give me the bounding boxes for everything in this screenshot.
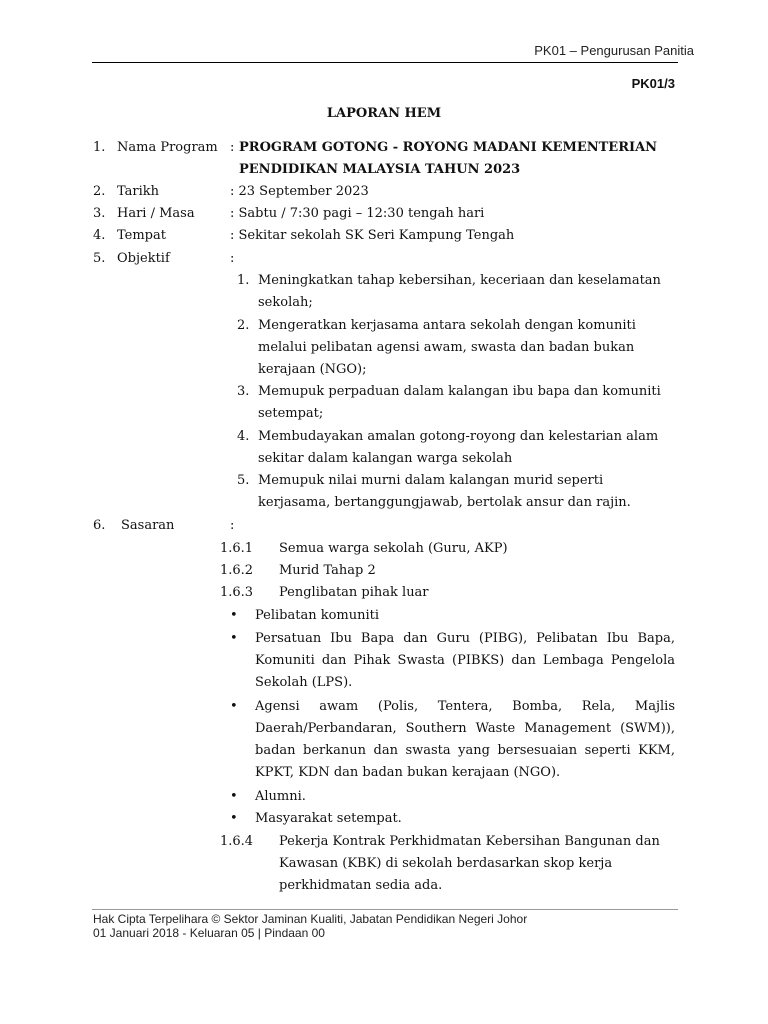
target-text: Murid Tahap 2	[279, 563, 376, 578]
objective-text: Memupuk perpaduan dalam kalangan ibu bapa dan komuniti setempat;	[258, 384, 661, 421]
target-number: 1.6.3	[220, 585, 254, 600]
program-name-line2: PENDIDIKAN MALAYSIA TAHUN 2023	[239, 162, 521, 177]
field-colon: :	[230, 140, 235, 155]
bullet-icon: •	[230, 699, 238, 714]
target-text: Semua warga sekolah (Guru, AKP)	[279, 541, 508, 556]
field-number: 6.	[93, 518, 106, 533]
objective-item	[237, 315, 677, 381]
target-number: 1.6.2	[220, 563, 254, 578]
field-label: Tempat	[117, 228, 166, 243]
target-text: Penglibatan pihak luar	[279, 585, 429, 600]
objective-number: 3.	[237, 384, 250, 399]
program-name-line1: PROGRAM GOTONG - ROYONG MADANI KEMENTERIAN	[239, 140, 658, 155]
objective-item	[237, 470, 677, 514]
bullet-item	[230, 628, 675, 694]
bullet-item	[230, 605, 675, 627]
bullet-text: Alumni.	[255, 789, 306, 804]
field-colon: :	[230, 518, 235, 533]
objective-text: Mengeratkan kerjasama antara sekolah dengan komuniti melalui pelibatan agensi awam, swasta dan badan bukan kerajaan (NGO);	[258, 318, 636, 377]
field-label: Objektif	[117, 251, 170, 266]
bullet-text: Pelibatan komuniti	[255, 608, 380, 623]
objective-number: 4.	[237, 429, 250, 444]
bullet-text: Agensi awam (Polis, Tentera, Bomba, Rela, Majlis Daerah/Perbandaran, Southern Waste Management (SWM)), badan berkanun dan swasta yang bersesuaian seperti KKM, KPKT, KDN dan badan bukan kerajaan (NGO).	[255, 699, 675, 780]
bullet-text: Masyarakat setempat.	[255, 811, 402, 826]
field-label: Sasaran	[121, 518, 175, 533]
header-divider	[92, 62, 678, 63]
field-number: 4.	[93, 228, 106, 243]
field-colon: :	[230, 251, 235, 266]
footer-divider	[92, 909, 678, 910]
field-label: Hari / Masa	[117, 206, 195, 221]
target-text-line2: Kawasan (KBK) di sekolah berdasarkan skop kerja	[279, 856, 613, 871]
field-number: 1.	[93, 140, 106, 155]
target-text-line1: Pekerja Kontrak Perkhidmatan Kebersihan Bangunan dan	[279, 834, 660, 849]
footer-issue-info: 01 Januari 2018 - Keluaran 05 | Pindaan 00	[93, 926, 325, 940]
field-label: Nama Program	[117, 140, 218, 155]
document-reference: PK01/3	[631, 76, 675, 91]
objective-text: Memupuk nilai murni dalam kalangan murid seperti kerjasama, bertanggungjawab, bertolak ansur dan rajin.	[258, 473, 631, 510]
field-number: 5.	[93, 251, 106, 266]
field-label: Tarikh	[117, 184, 160, 199]
bullet-icon: •	[230, 789, 238, 804]
target-number: 1.6.1	[220, 541, 254, 556]
objective-text: Membudayakan amalan gotong-royong dan kelestarian alam sekitar dalam kalangan warga sekolah	[258, 429, 659, 466]
objective-text: Meningkatkan tahap kebersihan, keceriaan dan keselamatan sekolah;	[258, 273, 661, 310]
form-title: PK01 – Pengurusan Panitia	[534, 43, 694, 58]
bullet-text: Persatuan Ibu Bapa dan Guru (PIBG), Pelibatan Ibu Bapa, Komuniti dan Pihak Swasta (PIBKS) dan Lembaga Pengelola Sekolah (LPS).	[255, 631, 675, 690]
field-number: 3.	[93, 206, 106, 221]
field-number: 2.	[93, 184, 106, 199]
date-value: : 23 September 2023	[230, 184, 369, 199]
report-title: LAPORAN HEM	[326, 106, 442, 121]
day-time-value: : Sabtu / 7:30 pagi – 12:30 tengah hari	[230, 206, 485, 221]
footer-copyright: Hak Cipta Terpelihara © Sektor Jaminan Kualiti, Jabatan Pendidikan Negeri Johor	[93, 912, 528, 926]
target-number: 1.6.4	[220, 834, 254, 849]
objective-number: 5.	[237, 473, 250, 488]
objective-item	[237, 426, 677, 470]
place-value: : Sekitar sekolah SK Seri Kampung Tengah	[230, 228, 515, 243]
objective-item	[237, 381, 677, 425]
bullet-icon: •	[230, 811, 238, 826]
target-text-line3: perkhidmatan sedia ada.	[279, 878, 443, 893]
objective-number: 1.	[237, 273, 250, 288]
bullet-icon: •	[230, 631, 238, 646]
bullet-icon: •	[230, 608, 238, 623]
bullet-item	[230, 696, 675, 784]
bullet-item	[230, 786, 675, 808]
objective-number: 2.	[237, 318, 250, 333]
bullet-item	[230, 808, 675, 830]
objective-item	[237, 270, 677, 314]
